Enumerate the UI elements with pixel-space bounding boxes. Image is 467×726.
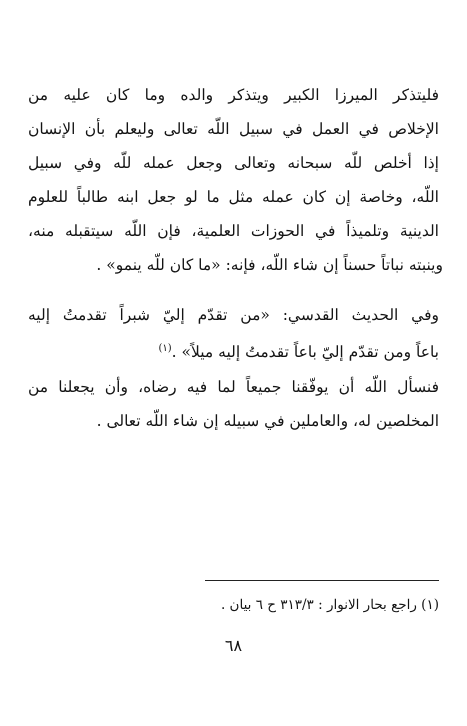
- paragraph-3-line-1: فنسأل اللّه أن يوفّقنا جميعاً لما فيه رضاه، وأن يجعلنا من: [28, 378, 439, 396]
- paragraph-3-line-2: المخلصين له، والعاملين في سبيله إن شاء اللّه تعالى .: [96, 412, 439, 430]
- footnote-marker: (١): [158, 343, 172, 354]
- paragraph-1-line-1: فليتذكر الميرزا الكبير ويتذكر والده وما كان عليه من: [28, 86, 439, 104]
- paragraph-1-line-2: الإخلاص في العمل في سبيل اللّه تعالى وليعلم بأن الإنسان: [28, 120, 439, 138]
- footnote: (١) راجع بحار الانوار : ٣١٣/٣ ح ٦ بيان .: [220, 597, 439, 613]
- paragraph-1-line-3: إذا أخلص للّه سبحانه وتعالى وجعل عمله للّه وفي سبيل: [28, 154, 439, 172]
- paragraph-1-line-4: اللّه، وخاصة إن كان عمله مثل ما لو جعل ابنه طالباً للعلوم: [28, 188, 439, 206]
- paragraph-2-line-1: وفي الحديث القدسي: «من تقدّم إليّ شبراً تقدمتُ إليه: [28, 306, 439, 324]
- paragraph-2-line-2: [28, 332, 439, 366]
- page-number: ٦٨: [224, 636, 243, 655]
- footnote-divider: [205, 580, 439, 581]
- paragraph-1-line-5: الدينية وتلميذاً في الحوزات العلمية، فإن اللّه سيتقبله منه،: [28, 222, 439, 240]
- paragraph-2-line-2-text: باعاً ومن تقدّم إليّ باعاً تقدمتُ إليه ميلاً» .: [171, 343, 439, 362]
- paragraph-1-line-6: وينبته نباتاً حسناً إن شاء اللّه، فإنه: «ما كان للّه ينمو» .: [96, 256, 443, 274]
